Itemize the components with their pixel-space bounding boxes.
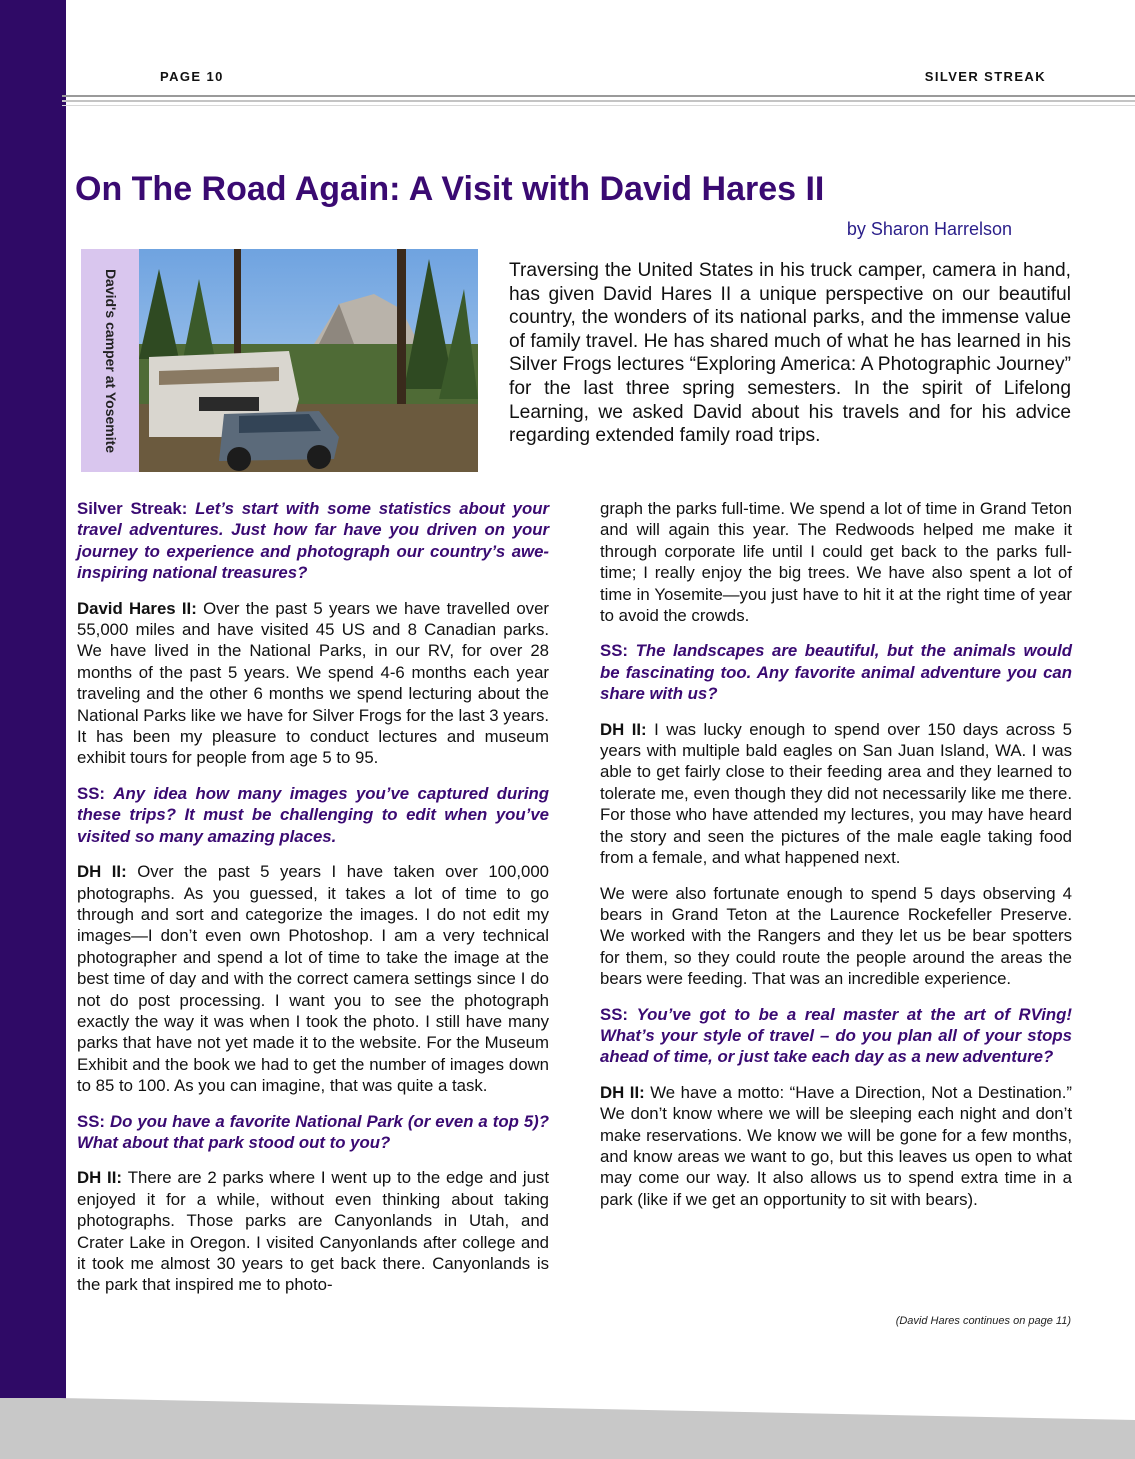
question-text: The landscapes are beautiful, but the animals would be fascinating too. Any favorite animal adventure you can share with us? bbox=[600, 641, 1072, 704]
article-byline: by Sharon Harrelson bbox=[846, 219, 1012, 239]
speaker-label: SS: bbox=[600, 1004, 637, 1024]
answer-text: Over the past 5 years we have travelled over 55,000 miles and have visited 45 US and 8 Canadian parks. We have lived in the National Parks, in our RV, for over 28 months of the past 5 years. We spend 4-6 months each year traveling and the other 6 months we spend lecturing about the National Parks like we have for Silver Frogs for the last 3 years. It has been my pleasure to conduct lectures and museum exhibit tours for people from age 5 to 95. bbox=[77, 598, 549, 768]
continuation-note: (David Hares continues on page 11) bbox=[895, 1315, 1071, 1327]
answer-paragraph bbox=[600, 719, 1072, 869]
bottom-gray-band bbox=[0, 1380, 1135, 1459]
left-column bbox=[77, 498, 549, 1310]
answer-paragraph bbox=[600, 1082, 1072, 1210]
question-paragraph bbox=[600, 640, 1072, 704]
question-paragraph bbox=[600, 1004, 1072, 1068]
speaker-label: Silver Streak: bbox=[77, 499, 196, 518]
left-purple-band bbox=[0, 0, 66, 1459]
question-text: You’ve got to be a real master at the art of RVing! What’s your style of travel – do you plan all of your stops ahead of time, or just take each day as a new adventure? bbox=[600, 1004, 1072, 1067]
answer-text: We have a motto: “Have a Direction, Not a Destination.” We don’t know where we will be sleeping each night and don’t make reservations. We know we will be gone for a few months, and know areas we want to go, but this leaves us open to what may come our way. It also allows us to spend extra time in a park (like if we get an opportunity to sit with bears). bbox=[600, 1082, 1073, 1209]
speaker-label: SS: bbox=[77, 1111, 110, 1131]
answer-text: graph the parks full-time. We spend a lot of time in Grand Teton and will again this year. The Redwoods helped me make it through corporate life until I could get back to the parks full-time; I really enjoy the big trees. We have also spent a lot of time in Yosemite—you just have to hit it at the right time of year to avoid the crowds. bbox=[600, 499, 1072, 626]
yosemite-camper-photo bbox=[139, 249, 478, 472]
answer-text: There are 2 parks where I went up to the edge and just enjoyed it for a while, without even thinking about taking photographs. Those parks are Canyonlands in Utah, and Crater Lake in Oregon. I visited Canyonlands after college and it took me almost 30 years to get back there. Canyonlands is the park that inspired me to photo- bbox=[77, 1168, 549, 1295]
speaker-label: David Hares II: bbox=[77, 598, 204, 618]
header-rule bbox=[62, 100, 1135, 102]
speaker-label: SS: bbox=[77, 783, 114, 803]
publication-name: SILVER STREAK bbox=[924, 69, 1046, 84]
article-intro: Traversing the United States in his truck camper, camera in hand, has given David Hares II a unique perspective on our beautiful country, the wonders of its national parks, and the immense value of family travel. He has shared much of what he has learned in his Silver Frogs lectures “Exploring America: A Photographic Journey” for the last three spring semesters. In the spirit of Lifelong Learning, we asked David about his travels and for his advice regarding extended family road trips. bbox=[509, 260, 1071, 447]
photo-caption-text: David's camper at Yosemite bbox=[103, 268, 119, 454]
header-rule bbox=[62, 95, 1135, 97]
speaker-label: DH II: bbox=[77, 1168, 128, 1188]
question-paragraph bbox=[77, 498, 549, 584]
answer-text: Over the past 5 years I have taken over 100,000 photographs. As you guessed, it takes a lot of time to go through and sort and categorize the images. I do not edit my images—I don’t even own Photoshop. I am a very technical photographer and spend a lot of time to take the image at the best time of day and with the correct camera settings since I do not do post processing. I want you to see the photograph exactly the way it was when I took the photo. I still have many parks that have not yet made it to the website. For the Museum Exhibit and the book we had to get the number of images down to 85 to 100. As you can imagine, that was quite a task. bbox=[77, 862, 549, 1096]
question-paragraph bbox=[77, 783, 549, 847]
question-text: Do you have a favorite National Park (or even a top 5)? What about that park stood out to you? bbox=[77, 1111, 549, 1152]
answer-text: We were also fortunate enough to spend 5 days observing 4 bears in Grand Teton at the Laurence Rockefeller Preserve. We worked with the Rangers and they let us be bear spotters for them, so they could route the people around the areas the bears were feeding. That was an incredible experience. bbox=[600, 883, 1072, 989]
photo-caption bbox=[88, 255, 134, 467]
answer-paragraph bbox=[77, 598, 549, 769]
speaker-label: DH II: bbox=[77, 862, 138, 882]
answer-paragraph bbox=[600, 883, 1072, 990]
answer-text: I was lucky enough to spend over 150 days across 5 years with multiple bald eagles on San Juan Island, WA. I was able to get fairly close to their feeding area and they learned to tolerate me, even though they did not necessarily like me there. For those who have attended my lectures, you may have heard the story and seen the pictures of the male eagle taking food from a female, and what happened next. bbox=[600, 719, 1072, 868]
header-rule bbox=[62, 105, 1135, 106]
question-paragraph bbox=[77, 1111, 549, 1154]
right-column bbox=[600, 498, 1072, 1224]
article-title: On The Road Again: A Visit with David Hares II bbox=[75, 170, 825, 208]
answer-paragraph bbox=[600, 498, 1072, 626]
answer-paragraph bbox=[77, 1167, 549, 1295]
speaker-label: DH II: bbox=[600, 1082, 651, 1102]
answer-paragraph bbox=[77, 861, 549, 1096]
question-text: Any idea how many images you’ve captured during these trips? It must be challenging to edit when you’ve visited so many amazing places. bbox=[77, 783, 549, 846]
speaker-label: DH II: bbox=[600, 719, 655, 739]
page-number-label: PAGE 10 bbox=[160, 69, 224, 84]
question-text: Let’s start with some statistics about your travel adventures. Just how far have you driven on your journey to experience and photograph our country’s awe-inspiring national treasures? bbox=[77, 499, 549, 583]
speaker-label: SS: bbox=[600, 641, 636, 661]
